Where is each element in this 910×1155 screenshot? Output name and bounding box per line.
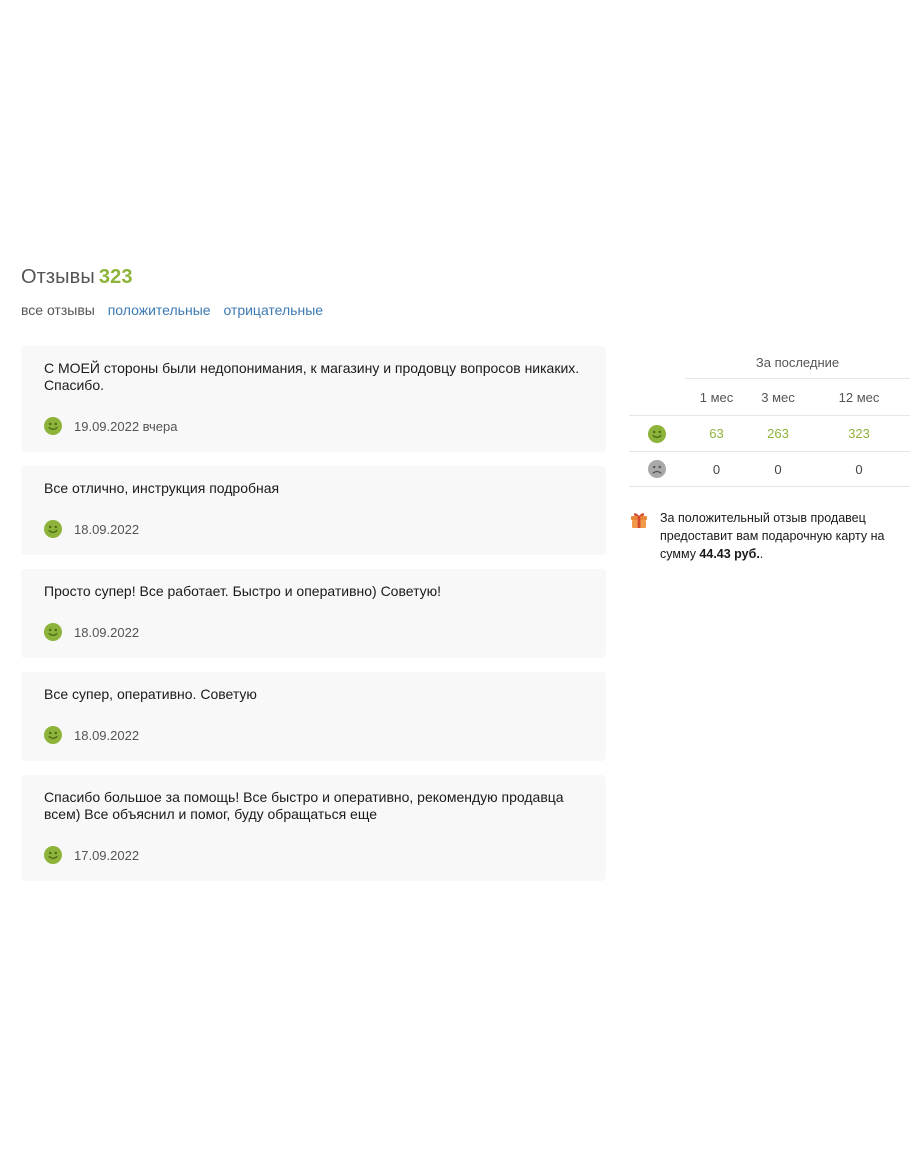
title-label: Отзывы <box>21 266 95 288</box>
stats-negative-3-months: 0 <box>748 452 808 487</box>
stats-positive-12-months: 323 <box>808 416 910 452</box>
review-date: 18.09.2022 <box>74 521 140 537</box>
stats-negative-row <box>629 452 910 487</box>
review-date: 18.09.2022 <box>74 624 140 640</box>
gift-card-text <box>660 509 910 563</box>
stats-positive-row <box>629 416 910 452</box>
reviews-list <box>21 346 606 895</box>
happy-smiley-icon <box>44 726 62 744</box>
review-date: 19.09.2022 вчера <box>74 418 178 434</box>
review-card <box>21 672 606 761</box>
stats-positive-1-month: 63 <box>685 416 748 452</box>
review-meta <box>44 520 583 538</box>
review-meta <box>44 846 583 864</box>
happy-smiley-icon <box>44 846 62 864</box>
sad-smiley-icon <box>648 460 666 478</box>
page-title <box>21 266 133 288</box>
filter-positive-reviews[interactable]: положительные <box>107 302 211 318</box>
review-date: 17.09.2022 <box>74 847 140 863</box>
stats-period-row <box>629 346 910 379</box>
stats-period-label: За последние <box>755 354 840 370</box>
review-text: Все отлично, инструкция подробная <box>44 480 280 496</box>
review-meta <box>44 623 583 641</box>
stats-columns-row <box>629 379 910 416</box>
filter-negative-reviews[interactable]: отрицательные <box>223 302 324 318</box>
happy-smiley-icon <box>44 417 62 435</box>
filter-all-reviews[interactable]: все отзывы <box>21 302 95 318</box>
stats-negative-1-month: 0 <box>685 452 748 487</box>
gift-card-notice <box>629 509 910 563</box>
review-meta <box>44 417 583 435</box>
reviews-header <box>21 266 133 289</box>
review-text: С МОЕЙ стороны были недопонимания, к магазину и продовцу вопросов никаких. Спасибо. <box>44 360 580 393</box>
review-card <box>21 466 606 555</box>
stats-positive-3-months: 263 <box>748 416 808 452</box>
review-text: Все супер, оперативно. Советую <box>44 686 257 702</box>
gift-icon <box>629 509 649 529</box>
stats-negative-icon-cell <box>629 452 685 487</box>
gift-card-description: За положительный отзыв продавец предоставит вам подарочную карту на сумму <box>660 511 885 561</box>
happy-smiley-icon <box>44 520 62 538</box>
happy-smiley-icon <box>648 425 666 443</box>
stats-col-1-month: 1 мес <box>685 379 748 416</box>
review-meta <box>44 726 583 744</box>
review-text: Спасибо большое за помощь! Все быстро и оперативно, рекомендую продавца всем) Все объяснил и помог, буду обращаться еще <box>44 789 564 822</box>
gift-card-suffix: . <box>759 547 764 561</box>
review-card <box>21 775 606 881</box>
gift-card-amount: 44.43 руб. <box>699 547 760 561</box>
review-card <box>21 569 606 658</box>
happy-smiley-icon <box>44 623 62 641</box>
stats-col-3-months: 3 мес <box>748 379 808 416</box>
review-date: 18.09.2022 <box>74 727 140 743</box>
stats-col-12-months: 12 мес <box>808 379 910 416</box>
review-card <box>21 346 606 452</box>
stats-negative-12-months: 0 <box>808 452 910 487</box>
stats-positive-icon-cell <box>629 416 685 452</box>
review-text: Просто супер! Все работает. Быстро и оперативно) Советую! <box>44 583 442 599</box>
review-stats <box>629 346 910 487</box>
stats-table <box>629 346 910 487</box>
reviews-count: 323 <box>98 266 133 288</box>
review-filters <box>21 302 332 318</box>
